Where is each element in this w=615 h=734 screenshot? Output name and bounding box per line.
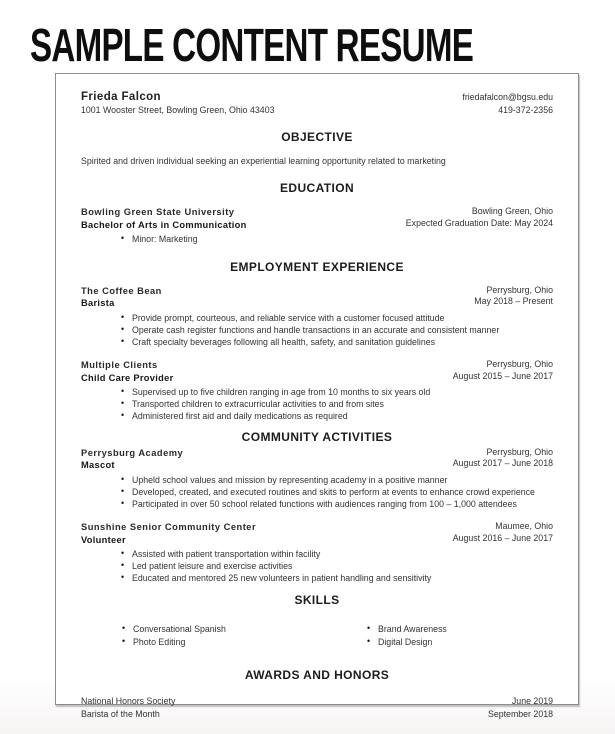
award-row [81, 708, 553, 721]
award-date: June 2019 [511, 695, 553, 706]
section-heading-objective: OBJECTIVE [281, 130, 353, 145]
entry-right [453, 359, 553, 384]
bullet-item: • Led patient leisure and exercise activities [121, 560, 553, 572]
company-name: Multiple Clients [81, 360, 158, 371]
bullet-item: • Provide prompt, courteous, and reliable service with a customer focused attitude [121, 312, 553, 324]
bullet-item: • Operate cash register functions and handle transactions in an accurate and consistent manner [121, 324, 553, 336]
org-name: Perrysburg Academy [81, 447, 184, 458]
contact-name: Frieda Falcon [81, 91, 161, 103]
org-name: Sunshine Senior Community Center [81, 522, 257, 532]
entry-right [453, 447, 553, 472]
page-title: SAMPLE CONTENT RESUME [30, 19, 474, 71]
skill-item: • Brand Awareness [367, 623, 512, 635]
resume-card [55, 73, 579, 719]
activity-location: Perrysburg, Ohio [486, 446, 553, 457]
role-name: Mascot [81, 460, 115, 471]
job-dates: May 2018 – Present [474, 296, 553, 307]
activity-bullets [81, 548, 553, 584]
contact-header [81, 91, 553, 117]
activity-dates: August 2016 – June 2017 [452, 532, 553, 543]
section-heading-community: COMMUNITY ACTIVITIES [241, 429, 393, 444]
activity-entry [81, 521, 553, 584]
bullet-item: • Assisted with patient transportation within facility [121, 548, 553, 560]
awards-list [81, 695, 553, 721]
education-bullets [81, 233, 553, 245]
section-heading-education: EDUCATION [279, 181, 355, 196]
job-location: Perrysburg, Ohio [486, 284, 553, 295]
bullet-item: • Supervised up to five children ranging in age from 10 months to six years old [121, 386, 553, 398]
company-name: The Coffee Bean [81, 285, 162, 296]
job-bullets [81, 386, 553, 422]
activity-bullets [81, 474, 553, 510]
section-heading-skills: SKILLS [294, 593, 340, 608]
school-name: Bowling Green State University [81, 207, 235, 218]
entry-head [81, 521, 553, 546]
entry-head [81, 285, 553, 310]
bullet-item: • Developed, created, and executed routines and skits to perform at events to enhance crowd experience [121, 486, 553, 498]
entry-left [81, 206, 247, 231]
skills-right-column [367, 623, 512, 647]
skills-left-column [122, 623, 297, 647]
entry-right [406, 206, 553, 231]
entry-right [453, 521, 553, 546]
job-dates: August 2015 – June 2017 [452, 370, 553, 381]
skills-columns [81, 621, 553, 647]
degree-name: Bachelor of Arts in Communication [81, 219, 247, 230]
activity-location: Maumee, Ohio [495, 521, 553, 531]
education-entry [81, 206, 553, 245]
section-heading-employment: EMPLOYMENT EXPERIENCE [230, 259, 404, 274]
entry-left [81, 285, 162, 310]
resume-content [56, 74, 578, 721]
contact-left [81, 91, 274, 115]
award-date: September 2018 [487, 708, 553, 719]
job-title: Barista [81, 298, 115, 309]
bullet-item: • Minor: Marketing [121, 233, 553, 245]
skill-item: • Digital Design [367, 636, 512, 648]
bullet-item: • Educated and mentored 25 new volunteers in patient handling and sensitivity [121, 572, 553, 584]
contact-phone: 419-372-2356 [498, 105, 553, 116]
section-heading-awards: AWARDS AND HONORS [244, 667, 390, 682]
job-entry [81, 285, 553, 348]
bullet-item: • Participated in over 50 school related functions with audiences ranging from 100 – 1,000 attendees [121, 498, 553, 510]
graduation-date: Expected Graduation Date: May 2024 [405, 218, 553, 229]
job-title: Child Care Provider [81, 372, 174, 383]
bullet-item: • Craft specialty beverages following all health, safety, and sanitation guidelines [121, 336, 553, 348]
objective-text: Spirited and driven individual seeking an experiential learning opportunity related to marketing [81, 156, 446, 167]
entry-left [81, 447, 183, 472]
bullet-item: • Administered first aid and daily medications as required [121, 410, 553, 422]
award-row [81, 695, 553, 708]
entry-head [81, 206, 553, 231]
skill-item: • Conversational Spanish [122, 623, 297, 635]
bullet-item: • Transported children to extracurricular activities to and from sites [121, 398, 553, 410]
contact-right [462, 91, 553, 117]
role-name: Volunteer [81, 534, 126, 545]
bullet-item: • Upheld school values and mission by representing academy in a positive manner [121, 474, 553, 486]
entry-head [81, 359, 553, 384]
entry-right [474, 285, 553, 310]
award-name: National Honors Society [81, 695, 176, 706]
job-bullets [81, 312, 553, 348]
skill-item: • Photo Editing [122, 636, 297, 648]
job-location: Perrysburg, Ohio [486, 359, 553, 370]
activity-dates: August 2017 – June 2018 [452, 458, 553, 469]
entry-head [81, 447, 553, 472]
entry-left [81, 359, 174, 384]
contact-email: friedafalcon@bgsu.edu [462, 92, 553, 102]
job-entry [81, 359, 553, 422]
activity-entry [81, 447, 553, 510]
school-location: Bowling Green, Ohio [471, 206, 553, 217]
award-name: Barista of the Month [81, 708, 160, 719]
contact-address: 1001 Wooster Street, Bowling Green, Ohio 43403 [81, 105, 275, 115]
entry-left [81, 521, 256, 546]
